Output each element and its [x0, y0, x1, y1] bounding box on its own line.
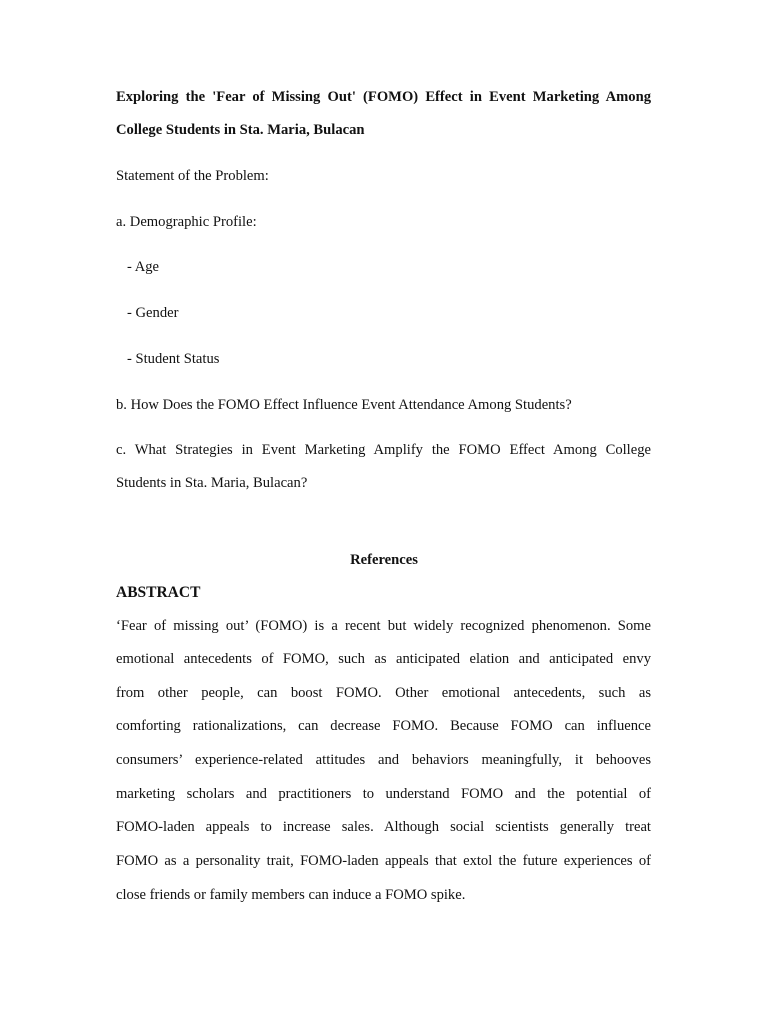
statement-heading: Statement of the Problem: — [116, 168, 269, 184]
abstract-line-5: consumers’ experience-related attitudes and behaviors meaningfully, it behooves — [116, 752, 651, 768]
abstract-line-3: from other people, can boost FOMO. Other emotional antecedents, such as — [116, 685, 651, 701]
abstract-line-2: emotional antecedents of FOMO, such as anticipated elation and anticipated envy — [116, 651, 651, 667]
abstract-line-8: FOMO as a personality trait, FOMO-laden appeals that extol the future experiences of — [116, 853, 651, 869]
abstract-line-9: close friends or family members can induce a FOMO spike. — [116, 887, 466, 903]
item-c-line-2: Students in Sta. Maria, Bulacan? — [116, 475, 308, 491]
title-line-2: College Students in Sta. Maria, Bulacan — [116, 122, 365, 138]
abstract-line-6: marketing scholars and practitioners to understand FOMO and the potential of — [116, 786, 651, 802]
abstract-line-4: comforting rationalizations, can decrease FOMO. Because FOMO can influence — [116, 718, 651, 734]
abstract-line-7: FOMO-laden appeals to increase sales. Although social scientists generally treat — [116, 819, 651, 835]
abstract-heading: ABSTRACT — [116, 584, 201, 601]
item-c-line-1: c. What Strategies in Event Marketing Amplify the FOMO Effect Among College — [116, 442, 651, 458]
item-a-label: a. Demographic Profile: — [116, 214, 257, 230]
sub-item-student-status: - Student Status — [127, 351, 220, 367]
sub-item-gender: - Gender — [127, 305, 179, 321]
item-b: b. How Does the FOMO Effect Influence Event Attendance Among Students? — [116, 397, 572, 413]
references-heading: References — [350, 552, 418, 568]
sub-item-age: - Age — [127, 259, 160, 275]
abstract-line-1: ‘Fear of missing out’ (FOMO) is a recent but widely recognized phenomenon. Some — [116, 618, 651, 634]
title-line-1: Exploring the 'Fear of Missing Out' (FOMO) Effect in Event Marketing Among — [116, 89, 651, 105]
